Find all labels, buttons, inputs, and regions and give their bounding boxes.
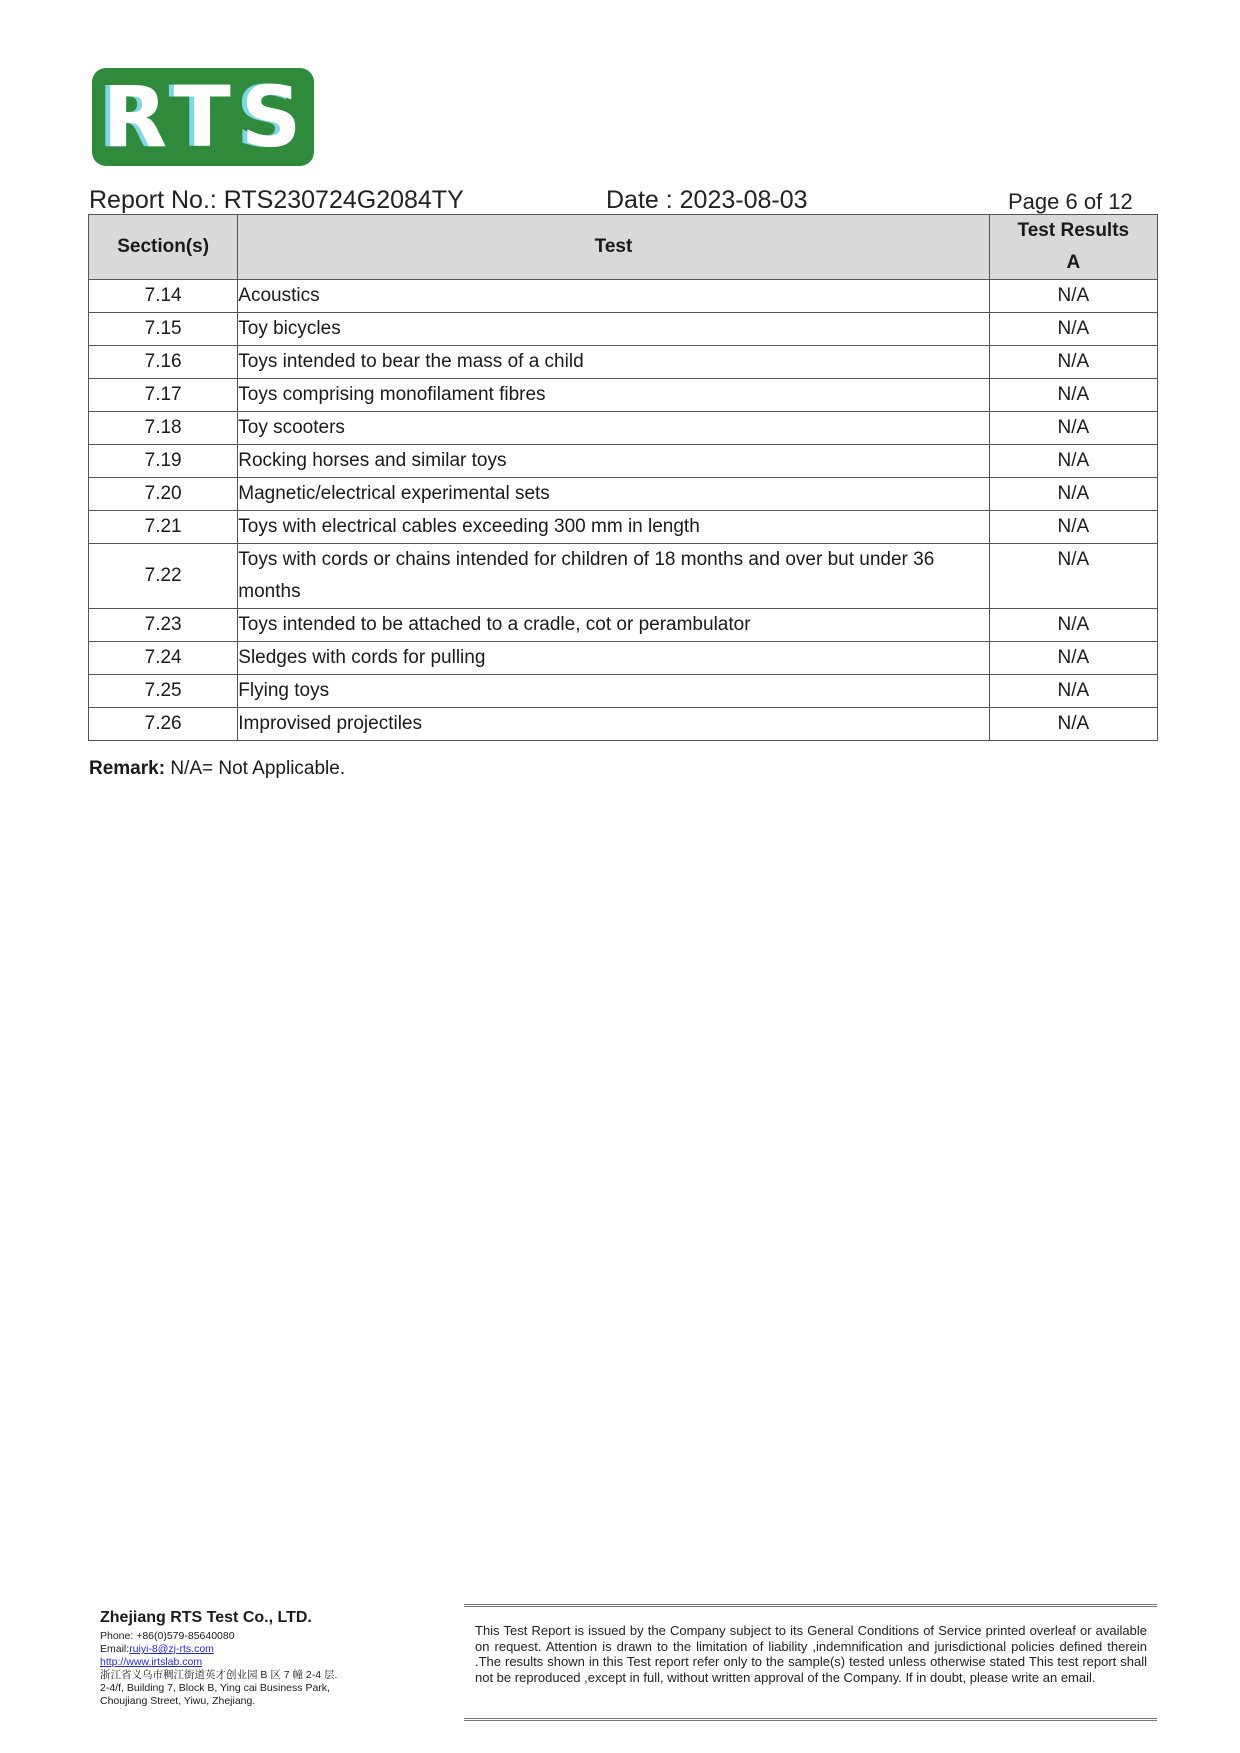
- row-test: Toys with cords or chains intended for children of 18 months and over but under 36 months: [238, 544, 989, 609]
- test-results-table: [88, 214, 1158, 741]
- table-row: [89, 412, 1158, 445]
- email-label: Email:: [100, 1643, 130, 1655]
- row-section: 7.16: [89, 346, 238, 379]
- table-row: [89, 675, 1158, 708]
- row-result: N/A: [989, 511, 1157, 544]
- table-row: [89, 544, 1158, 609]
- address-english-2: Choujiang Street, Yiwu, Zhejiang.: [100, 1695, 256, 1707]
- footer-divider-bottom: [464, 1718, 1157, 1721]
- row-result: N/A: [989, 675, 1157, 708]
- row-section: 7.23: [89, 609, 238, 642]
- row-result: N/A: [989, 346, 1157, 379]
- header-results-sample: A: [1066, 252, 1081, 273]
- disclaimer-text: This Test Report is issued by the Company subject to its General Conditions of Service printed overleaf or available on request. Attention is drawn to the limitation of liability ,indemnification and jurisdictional policies defined therein .The results shown in this Test report refer only to the sample(s) tested unless otherwise stated This test report shall not be reproduced ,except in full, without written approval of the Company. If in doubt, please write an email.: [475, 1623, 1147, 1685]
- address-english-1: 2-4/f, Building 7, Block B, Ying cai Business Park,: [100, 1682, 330, 1694]
- company-phone: Phone: +86(0)579-85640080: [100, 1630, 235, 1642]
- header-section: Section(s): [89, 215, 238, 280]
- row-result: N/A: [989, 708, 1157, 741]
- row-result: N/A: [989, 313, 1157, 346]
- row-section: 7.14: [89, 280, 238, 313]
- remark: [89, 758, 345, 780]
- logo-text: RTS: [102, 68, 312, 166]
- footer-divider-top: [464, 1604, 1157, 1607]
- header-results-label: Test Results: [1017, 220, 1130, 241]
- row-test: Toys with electrical cables exceeding 300 mm in length: [238, 511, 989, 544]
- address-chinese: 浙江省义乌市稠江街道英才创业园 B 区 7 幢 2-4 层.: [100, 1669, 338, 1681]
- row-section: 7.19: [89, 445, 238, 478]
- row-result: N/A: [989, 478, 1157, 511]
- row-test: Acoustics: [238, 280, 989, 313]
- row-section: 7.26: [89, 708, 238, 741]
- header-test-results: [989, 215, 1157, 280]
- table-row: [89, 511, 1158, 544]
- table-row: [89, 445, 1158, 478]
- page-number: Page 6 of 12: [1008, 189, 1133, 214]
- row-result: N/A: [989, 412, 1157, 445]
- table-row: [89, 379, 1158, 412]
- remark-text: N/A= Not Applicable.: [165, 758, 346, 779]
- row-section: 7.25: [89, 675, 238, 708]
- report-number: Report No.: RTS230724G2084TY: [89, 186, 464, 214]
- row-test: Flying toys: [238, 675, 989, 708]
- row-test: Toys intended to bear the mass of a child: [238, 346, 989, 379]
- row-section: 7.24: [89, 642, 238, 675]
- row-result: N/A: [989, 609, 1157, 642]
- row-result: N/A: [989, 544, 1157, 609]
- company-name: Zhejiang RTS Test Co., LTD.: [100, 1609, 312, 1626]
- row-section: 7.18: [89, 412, 238, 445]
- row-test: Magnetic/electrical experimental sets: [238, 478, 989, 511]
- row-test: Toys intended to be attached to a cradle, cot or perambulator: [238, 609, 989, 642]
- table-row: [89, 313, 1158, 346]
- email-link[interactable]: ruiyi-8@zj-rts.com: [129, 1643, 214, 1655]
- row-test: Toy bicycles: [238, 313, 989, 346]
- row-section: 7.17: [89, 379, 238, 412]
- row-result: N/A: [989, 445, 1157, 478]
- row-result: N/A: [989, 379, 1157, 412]
- company-info: [100, 1608, 420, 1708]
- row-test: Toys comprising monofilament fibres: [238, 379, 989, 412]
- row-section: 7.15: [89, 313, 238, 346]
- row-section: 7.20: [89, 478, 238, 511]
- row-section: 7.22: [89, 544, 238, 609]
- table-row: [89, 708, 1158, 741]
- row-result: N/A: [989, 642, 1157, 675]
- row-test: Toy scooters: [238, 412, 989, 445]
- rts-logo: [92, 68, 314, 166]
- table-row: [89, 478, 1158, 511]
- table-header-row: [89, 215, 1158, 280]
- row-test: Rocking horses and similar toys: [238, 445, 989, 478]
- company-email-line: [100, 1643, 420, 1656]
- table-row: [89, 346, 1158, 379]
- row-test: Improvised projectiles: [238, 708, 989, 741]
- report-date: Date : 2023-08-03: [606, 186, 808, 214]
- table-row: [89, 280, 1158, 313]
- table-row: [89, 642, 1158, 675]
- row-result: N/A: [989, 280, 1157, 313]
- header-test: Test: [238, 215, 989, 280]
- remark-label: Remark:: [89, 758, 166, 779]
- row-section: 7.21: [89, 511, 238, 544]
- website-link[interactable]: http://www.irtslab.com: [100, 1656, 203, 1668]
- row-test: Sledges with cords for pulling: [238, 642, 989, 675]
- table-row: [89, 609, 1158, 642]
